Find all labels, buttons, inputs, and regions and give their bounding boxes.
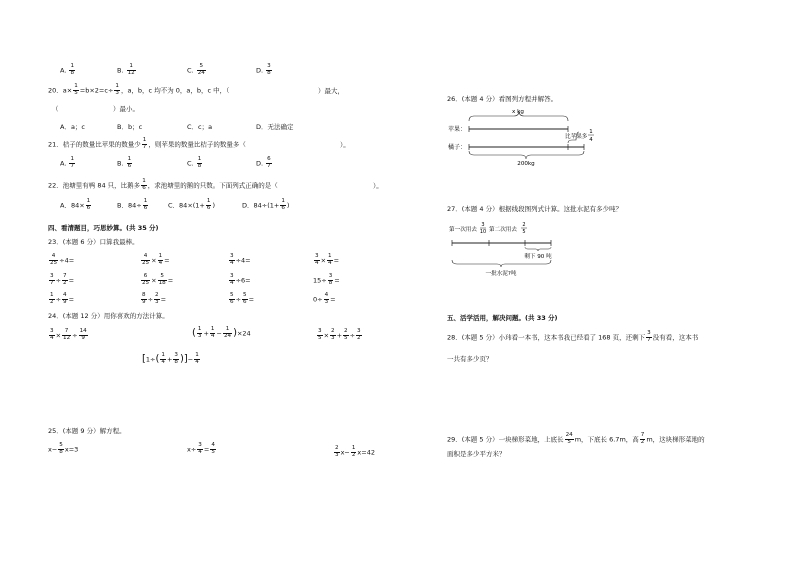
q27-second-den: 5 xyxy=(522,229,526,235)
q27-first-den: 10 xyxy=(479,229,487,235)
q23-item: $\frac{4}{25}$ × $\frac{1}{4}$ = xyxy=(142,253,170,266)
q23-item: $\frac{4}{25}$ ÷4= xyxy=(50,253,75,266)
q20-stem: 20．a× $\frac{1}{5}$ =b×2=c÷ $\frac{1}{3}$ ，a，b，c 均不为 0，a，b，c 中，（ xyxy=(48,83,230,96)
q21-option-d: D. $\frac{6}{7}$ xyxy=(256,156,271,169)
q27-title: 27．(本题 4 分）根据线段图列式计算。这批水泥有多少吨？ xyxy=(447,205,623,213)
q22-option-c: C．84×(1+ $\frac{1}{6}$ ) xyxy=(168,198,215,211)
q27-total-brace xyxy=(452,260,551,267)
q21-option-b: B. $\frac{1}{6}$ xyxy=(117,156,132,169)
q20-line2-close: ）最小。 xyxy=(113,105,139,113)
q22-stem: 22．池塘里有鸭 84 只，比鹅多 $\frac{1}{6}$ ，求池塘里的鹅的只数。下面列式正确的是（ xyxy=(48,178,278,191)
q24-expression-2: ( $\frac{1}{3}$ + $\frac{1}{4}$ − $\frac{1}{24}$ )×24 xyxy=(192,326,251,339)
q27-first-label: 第一次用去 xyxy=(449,227,477,233)
q20-option-d: D．无法确定 xyxy=(256,123,294,131)
q19-option-c: C. $\frac{5}{24}$ xyxy=(187,63,205,76)
q20-blank-end: ）最大， xyxy=(318,87,344,95)
q21-end: ）。 xyxy=(340,141,350,149)
q25-equation-2: x÷ $\frac{3}{4}$ = $\frac{4}{5}$ xyxy=(187,442,215,455)
q28-line-1: 28．(本题 5 分）小玮看一本书，这本书我已经看了 168 页，还剩下 $\frac{3}{7}$ 没有看，这本书 xyxy=(447,330,699,343)
q23-item: 0÷ $\frac{4}{3}$ = xyxy=(313,292,336,305)
q22-option-a: A．84× $\frac{1}{6}$ xyxy=(60,198,91,211)
q21-stem: 21．桔子的数量比苹果的数量少 $\frac{1}{7}$ ，则苹果的数量比桔子的数量多（ xyxy=(48,137,246,150)
q26-top-label: x kg xyxy=(512,109,524,115)
q25-title: 25．(本题 9 分）解方程。 xyxy=(48,427,126,435)
q29-line-2: 面积是多少平方米？ xyxy=(447,450,506,458)
q26-bottom-brace xyxy=(469,151,584,159)
q19-option-d: D. $\frac{3}{8}$ xyxy=(256,63,271,76)
q26-bottom-label: 200kg xyxy=(517,161,535,166)
q26-title: 26．(本题 4 分）看图列方程并解答。 xyxy=(447,95,558,103)
q27-second-label: 第二次用去 xyxy=(489,227,517,233)
q22-option-b: B．84÷ $\frac{1}{6}$ xyxy=(117,198,148,211)
q26-orange-label: 橘子： xyxy=(448,144,467,151)
q23-item: $\frac{3}{4}$ ÷6= xyxy=(230,273,251,286)
q20-option-c: C．c；a xyxy=(187,123,213,131)
q28-line-2: 一共有多少页？ xyxy=(447,355,493,363)
q23-item: $\frac{1}{2}$ ÷ $\frac{4}{9}$ = xyxy=(50,292,75,305)
q23-item: 15÷ $\frac{3}{8}$ = xyxy=(313,273,340,286)
q24-expression-3: $\frac{3}{5}$ × $\frac{2}{3}$ + $\frac{2}{5}$ ÷ $\frac{3}{2}$ xyxy=(318,328,361,341)
q27-first-num: 3 xyxy=(481,222,485,228)
q22-end: ）。 xyxy=(373,182,383,190)
q23-item: $\frac{8}{9}$ ÷ $\frac{2}{3}$ = xyxy=(142,292,167,305)
q23-title: 23．(本题 6 分）口算我最棒。 xyxy=(48,238,139,246)
q23-item: $\frac{3}{4}$ ÷4= xyxy=(230,253,251,266)
q19-option-b: B. $\frac{1}{12}$ xyxy=(117,63,135,76)
q24-title: 24．(本题 12 分）用你喜欢的方法计算。 xyxy=(48,312,169,320)
q24-expression-4: [1÷( $\frac{1}{4}$ + $\frac{3}{8}$ )]− $\frac{1}{4}$ xyxy=(142,352,199,365)
q25-equation-1: x− $\frac{5}{8}$ x=3 xyxy=(48,442,79,455)
q21-option-c: C. $\frac{1}{8}$ xyxy=(187,156,202,169)
q23-item: $\frac{6}{25}$ × $\frac{5}{18}$ = xyxy=(142,273,174,286)
q24-expression-1: $\frac{3}{4}$ × $\frac{7}{12}$ ÷ $\frac{14}{9}$ xyxy=(50,328,87,341)
q23-item: $\frac{3}{7}$ ÷ $\frac{7}{2}$ = xyxy=(50,273,75,286)
q27-remain-label: 剩下 90 吨 xyxy=(524,254,552,260)
q26-more-num: 1 xyxy=(589,129,593,135)
q27-second-num: 2 xyxy=(522,222,526,228)
section-4-heading: 四、看清题目，巧思妙算。(共 35 分) xyxy=(48,224,159,232)
q27-total-label: 一批水泥?吨 xyxy=(485,271,517,276)
q26-apple-label: 苹果： xyxy=(448,126,467,133)
q21-option-a: A. $\frac{1}{7}$ xyxy=(60,156,75,169)
q26-more-den: 4 xyxy=(589,137,593,143)
q22-option-d: D．84÷(1+ $\frac{1}{6}$ ) xyxy=(242,198,290,211)
q27-segment-diagram xyxy=(449,220,561,276)
q19-option-a: A. $\frac{1}{8}$ xyxy=(60,63,75,76)
q20-line2-open: （ xyxy=(52,105,59,113)
q26-segment-diagram xyxy=(448,104,598,166)
q26-more-label: 比苹果多 xyxy=(565,134,588,140)
q20-option-a: A．a；c xyxy=(60,123,86,131)
section-5-heading: 五、活学活用，解决问题。(共 33 分) xyxy=(447,314,558,322)
q20-option-b: B．b；c xyxy=(117,123,143,131)
q23-item: $\frac{3}{4}$ × $\frac{1}{4}$ = xyxy=(315,253,340,266)
q29-line-1: 29．(本题 5 分）一块梯形菜地，上底长 $\frac{24}{5}$ m，下底长 6.7m，高 $\frac{7}{2}$ m，这块梯形菜地的 xyxy=(447,432,705,445)
q25-equation-3: $\frac{2}{3}$ x− $\frac{1}{2}$ x=42 xyxy=(335,445,375,458)
q23-item: $\frac{5}{6}$ ÷ $\frac{5}{6}$ = xyxy=(230,292,255,305)
q27-remain-brace xyxy=(525,247,551,251)
